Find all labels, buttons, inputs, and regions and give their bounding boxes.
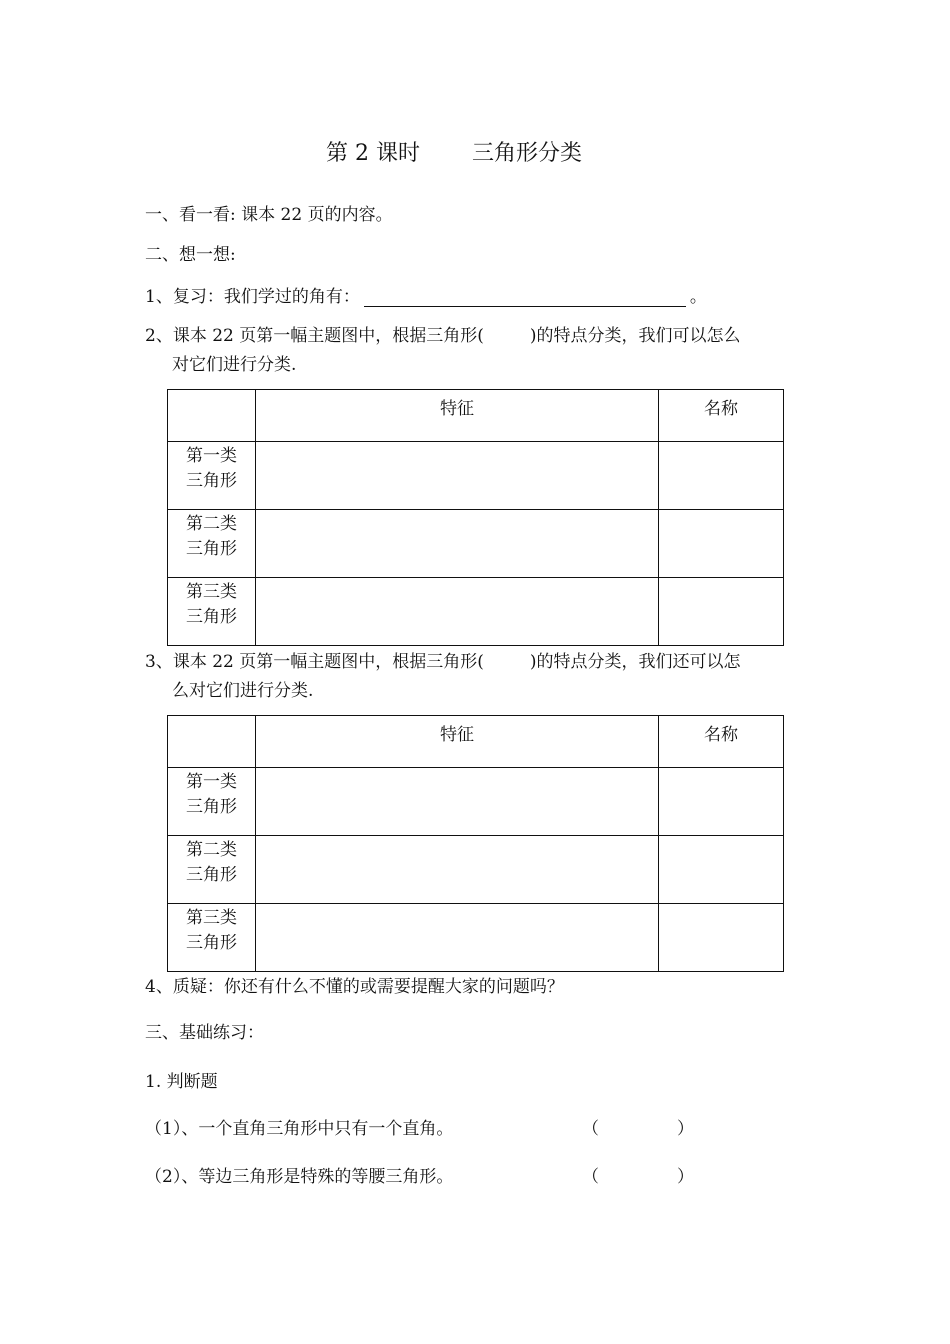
feature-cell[interactable]	[256, 578, 659, 646]
table-row	[168, 836, 784, 904]
question-1	[145, 282, 707, 307]
classification-table-2	[167, 715, 784, 972]
classification-table-1	[167, 389, 784, 646]
table-row	[168, 442, 784, 510]
feature-cell[interactable]	[256, 836, 659, 904]
section-think: 二、想一想:	[145, 245, 236, 265]
name-cell[interactable]	[659, 578, 784, 646]
name-cell[interactable]	[659, 442, 784, 510]
section-practice: 三、基础练习：	[145, 1023, 264, 1043]
name-cell[interactable]	[659, 836, 784, 904]
judge-item-text: （1）、一个直角三角形中只有一个直角。	[145, 1119, 454, 1139]
table-header-name: 名称	[659, 390, 784, 442]
row-label: 第三类 三角形	[168, 578, 256, 646]
judge-item-text: （2）、等边三角形是特殊的等腰三角形。	[145, 1167, 454, 1187]
name-cell[interactable]	[659, 904, 784, 972]
feature-cell[interactable]	[256, 904, 659, 972]
table-header-name: 名称	[659, 716, 784, 768]
row-label: 第二类 三角形	[168, 836, 256, 904]
feature-cell[interactable]	[256, 442, 659, 510]
row-label: 第二类 三角形	[168, 510, 256, 578]
table-row	[168, 904, 784, 972]
table-row	[168, 510, 784, 578]
judge-item-1	[145, 1114, 453, 1139]
question-2-line2: 对它们进行分类.	[172, 355, 297, 375]
judge-item-2	[145, 1162, 453, 1187]
judge-answer-2[interactable]: （ ）	[582, 1167, 694, 1187]
answer-blank-line[interactable]	[364, 288, 686, 307]
question-3-part2: )的特点分类，我们还可以怎	[529, 652, 741, 672]
judge-answer-1[interactable]: （ ）	[582, 1119, 694, 1139]
exercise-1-title: 1. 判断题	[145, 1072, 218, 1092]
name-cell[interactable]	[659, 768, 784, 836]
question-1-prefix: 1、复习：我们学过的角有：	[145, 287, 360, 307]
question-4: 4、质疑：你还有什么不懂的或需要提醒大家的问题吗？	[145, 977, 564, 997]
feature-cell[interactable]	[256, 768, 659, 836]
name-cell[interactable]	[659, 510, 784, 578]
page-title	[326, 136, 582, 167]
lesson-topic: 三角形分类	[471, 141, 582, 166]
question-3	[145, 647, 741, 672]
question-3-part1: 3、课本 22 页第一幅主题图中，根据三角形(	[145, 652, 484, 672]
section-look: 一、看一看: 课本 22 页的内容。	[145, 205, 393, 225]
table-header-feature: 特征	[256, 716, 659, 768]
table-row	[168, 578, 784, 646]
table-row	[168, 768, 784, 836]
question-3-line2: 么对它们进行分类.	[172, 681, 314, 701]
table-header-empty	[168, 716, 256, 768]
row-label: 第一类 三角形	[168, 442, 256, 510]
feature-cell[interactable]	[256, 510, 659, 578]
question-2-part2: )的特点分类，我们可以怎么	[529, 326, 741, 346]
row-label: 第三类 三角形	[168, 904, 256, 972]
question-2	[145, 321, 741, 346]
lesson-number: 第 2 课时	[326, 141, 420, 166]
row-label: 第一类 三角形	[168, 768, 256, 836]
question-2-part1: 2、课本 22 页第一幅主题图中，根据三角形(	[145, 326, 484, 346]
table-header-empty	[168, 390, 256, 442]
table-header-feature: 特征	[256, 390, 659, 442]
question-1-suffix: 。	[689, 287, 707, 307]
